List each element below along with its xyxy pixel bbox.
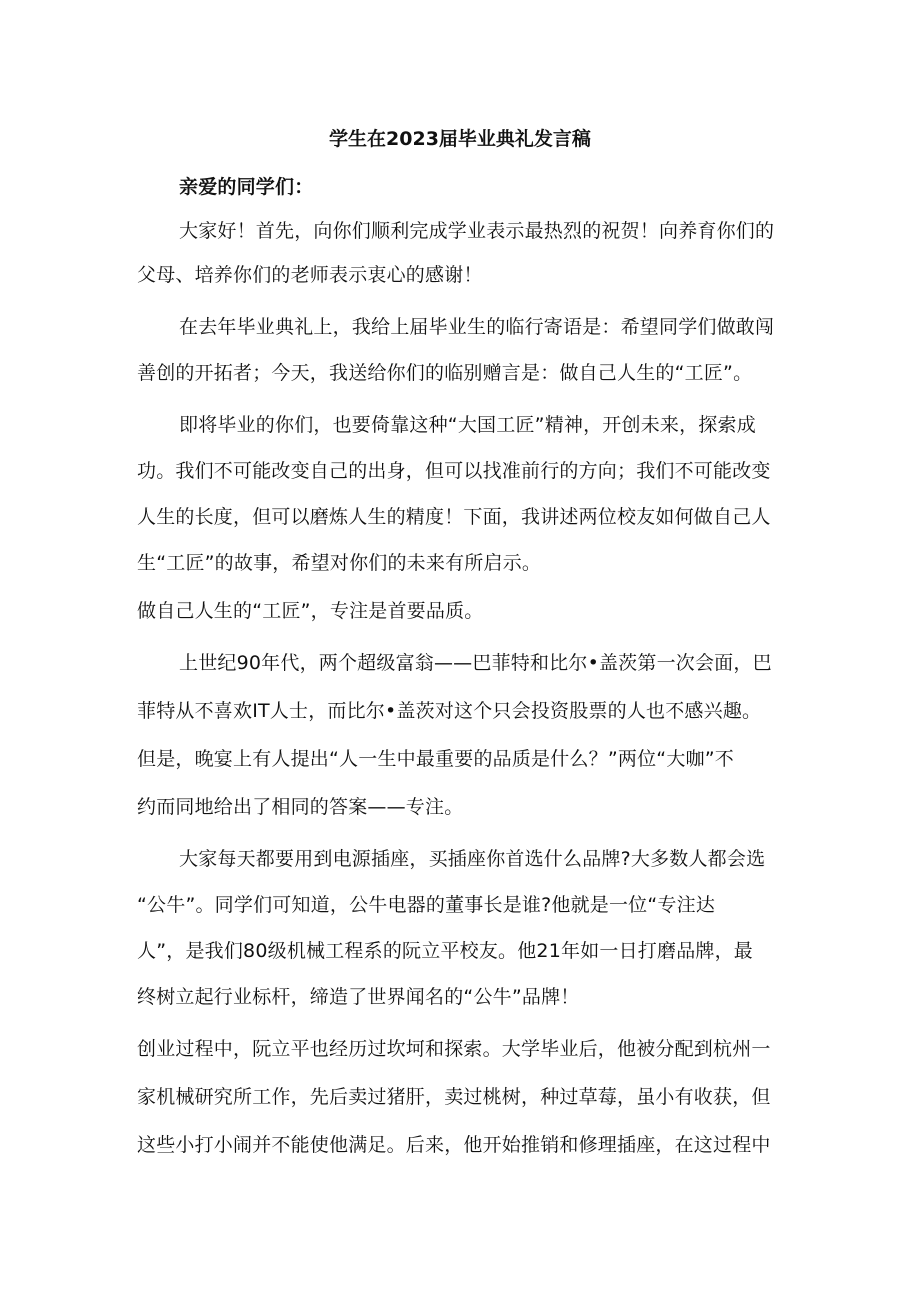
text-line: 家机械研究所工作，先后卖过猪肝，卖过桃树，种过草莓，虽小有收获，但 (137, 1086, 771, 1108)
text-line: 菲特从不喜欢IT人士，而比尔•盖茨对这个只会投资股票的人也不感兴趣。 (137, 700, 762, 722)
text-line: 上世纪90年代，两个超级富翁——巴菲特和比尔•盖茨第一次会面，巴 (179, 652, 772, 674)
text-line: 终树立起行业标杆，缔造了世界闻名的“公牛”品牌！ (137, 986, 580, 1008)
text-line: 父母、培养你们的老师表示衷心的感谢！ (137, 264, 483, 286)
text-line: “公牛”。同学们可知道，公牛电器的董事长是谁?他就是一位“专注达 (137, 894, 716, 916)
text-line: 功。我们不可能改变自己的出身，但可以找准前行的方向；我们不可能改变 (137, 460, 771, 482)
text-line: 善创的开拓者；今天，我送给你们的临别赠言是：做自己人生的“工匠”。 (137, 362, 753, 384)
text-line: 大家每天都要用到电源插座，买插座你首选什么品牌?大多数人都会选 (179, 848, 766, 870)
text-line: 约而同地给出了相同的答案——专注。 (137, 796, 464, 818)
text-line: 创业过程中，阮立平也经历过坎坷和探索。大学毕业后，他被分配到杭州一 (137, 1038, 771, 1060)
text-line: 在去年毕业典礼上，我给上届毕业生的临行寄语是：希望同学们做敢闯 (179, 316, 775, 338)
section-heading: 做自己人生的“工匠”，专注是首要品质。 (137, 600, 484, 622)
text-line: 大家好！首先，向你们顺利完成学业表示最热烈的祝贺！向养育你们的 (179, 220, 775, 242)
text-line: 生“工匠”的故事，希望对你们的未来有所启示。 (137, 552, 542, 574)
text-line: 人生的长度，但可以磨炼人生的精度！下面，我讲述两位校友如何做自己人 (137, 506, 771, 528)
text-line: 人”，是我们80级机械工程系的阮立平校友。他21年如一日打磨品牌，最 (137, 940, 753, 962)
text-line: 即将毕业的你们，也要倚靠这种“大国工匠”精神，开创未来，探索成 (179, 414, 756, 436)
document-title: 学生在2023届毕业典礼发言稿 (329, 128, 591, 150)
text-line: 但是，晚宴上有人提出“人一生中最重要的品质是什么？”两位“大咖”不 (137, 748, 734, 770)
salutation: 亲爱的同学们： (179, 176, 314, 198)
text-line: 这些小打小闹并不能使他满足。后来，他开始推销和修理插座，在这过程中 (137, 1134, 771, 1156)
